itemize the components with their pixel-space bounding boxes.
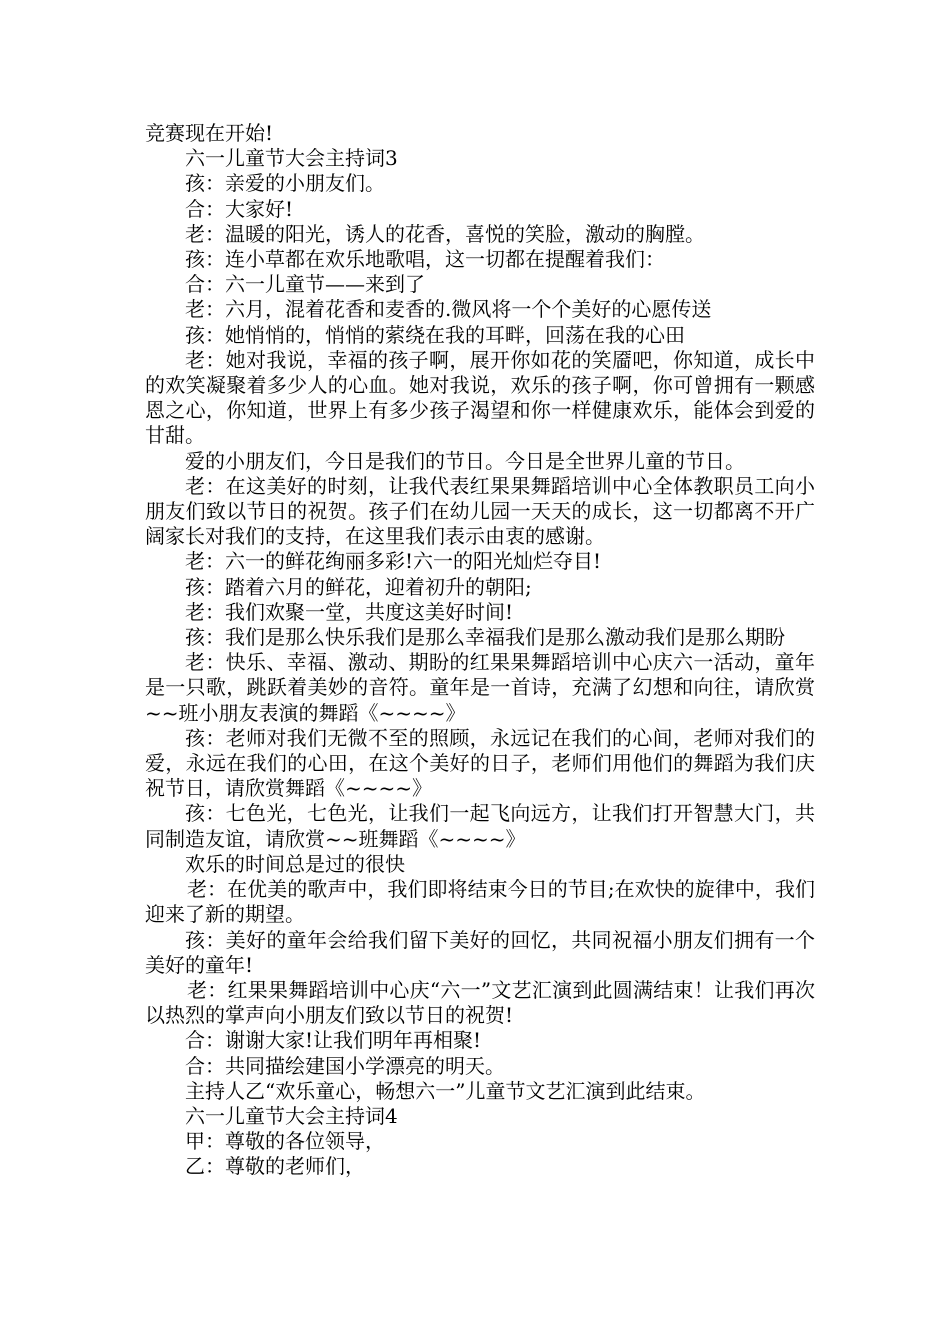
paragraph-8: 老：六月，混着花香和麦香的.微风将一个个美好的心愿传送 bbox=[185, 297, 712, 322]
paragraph-10: 老：她对我说，幸福的孩子啊，展开你如花的笑靥吧，你知道，成长中的欢笑凝聚着多少人的心血。她对我说，欢乐的孩子啊，你可曾拥有一颗感恩之心，你知道，世界上有多少孩子渴望和你一样健康欢乐，能体会到爱的甘甜。 bbox=[145, 347, 815, 448]
paragraph-28: 甲：尊敬的各位领导， bbox=[185, 1129, 385, 1154]
paragraph-9: 孩：她悄悄的，悄悄的萦绕在我的耳畔，回荡在我的心田 bbox=[185, 322, 685, 347]
document-page bbox=[145, 121, 815, 1180]
paragraph-3: 孩：亲爱的小朋友们。 bbox=[185, 171, 385, 196]
heading-host-script-3: 六一儿童节大会主持词3 bbox=[185, 146, 398, 171]
paragraph-12: 老：在这美好的时刻，让我代表红果果舞蹈培训中心全体教职员工向小朋友们致以节日的祝贺。孩子们在幼儿园一天天的成长，这一切都离不开广阔家长对我们的支持，在这里我们表示由衷的感谢。 bbox=[145, 473, 815, 549]
paragraph-16: 孩：我们是那么快乐我们是那么幸福我们是那么激动我们是那么期盼 bbox=[185, 625, 785, 650]
paragraph-6: 孩：连小草都在欢乐地歌唱，这一切都在提醒着我们： bbox=[185, 247, 665, 272]
paragraph-14: 孩：踏着六月的鲜花，迎着初升的朝阳; bbox=[185, 574, 532, 599]
paragraph-19: 孩：七色光，七色光，让我们一起飞向远方，让我们打开智慧大门，共同制造友谊，请欣赏~~班舞蹈《~~~~》 bbox=[145, 801, 815, 851]
paragraph-15: 老：我们欢聚一堂，共度这美好时间! bbox=[185, 599, 514, 624]
paragraph-20: 欢乐的时间总是过的很快 bbox=[185, 851, 405, 876]
paragraph-13: 老：六一的鲜花绚丽多彩!六一的阳光灿烂夺目! bbox=[185, 549, 602, 574]
paragraph-26: 主持人乙“欢乐童心，畅想六一”儿童节文艺汇演到此结束。 bbox=[185, 1078, 706, 1103]
paragraph-5: 老：温暖的阳光，诱人的花香，喜悦的笑脸，激动的胸膛。 bbox=[185, 221, 705, 246]
paragraph-21: 老：在优美的歌声中，我们即将结束今日的节目;在欢快的旋律中，我们迎来了新的期望。 bbox=[145, 877, 815, 927]
paragraph-23: 老：红果果舞蹈培训中心庆“六一”文艺汇演到此圆满结束！让我们再次以热烈的掌声向小朋友们致以节日的祝贺! bbox=[145, 977, 815, 1028]
paragraph-17: 老：快乐、幸福、激动、期盼的红果果舞蹈培训中心庆六一活动，童年是一只歌，跳跃着美妙的音符。童年是一首诗，充满了幻想和向往，请欣赏~~班小朋友表演的舞蹈《~~~~》 bbox=[145, 650, 815, 725]
heading-host-script-4: 六一儿童节大会主持词4 bbox=[185, 1103, 398, 1128]
paragraph-4: 合：大家好! bbox=[185, 196, 294, 221]
paragraph-29: 乙：尊敬的老师们， bbox=[185, 1154, 365, 1179]
paragraph-24: 合：谢谢大家!让我们明年再相聚! bbox=[185, 1028, 482, 1053]
paragraph-22: 孩：美好的童年会给我们留下美好的回忆，共同祝福小朋友们拥有一个美好的童年! bbox=[145, 927, 815, 977]
paragraph-18: 孩：老师对我们无微不至的照顾，永远记在我们的心间，老师对我们的爱，永远在我们的心田，在这个美好的日子，老师们用他们的舞蹈为我们庆祝节日，请欣赏舞蹈《~~~~》 bbox=[145, 725, 815, 801]
paragraph-11: 爱的小朋友们，今日是我们的节日。今日是全世界儿童的节日。 bbox=[185, 448, 745, 473]
paragraph-1: 竞赛现在开始! bbox=[145, 121, 274, 145]
paragraph-7: 合：六一儿童节——来到了 bbox=[185, 272, 425, 297]
paragraph-25: 合：共同描绘建国小学漂亮的明天。 bbox=[185, 1053, 505, 1078]
